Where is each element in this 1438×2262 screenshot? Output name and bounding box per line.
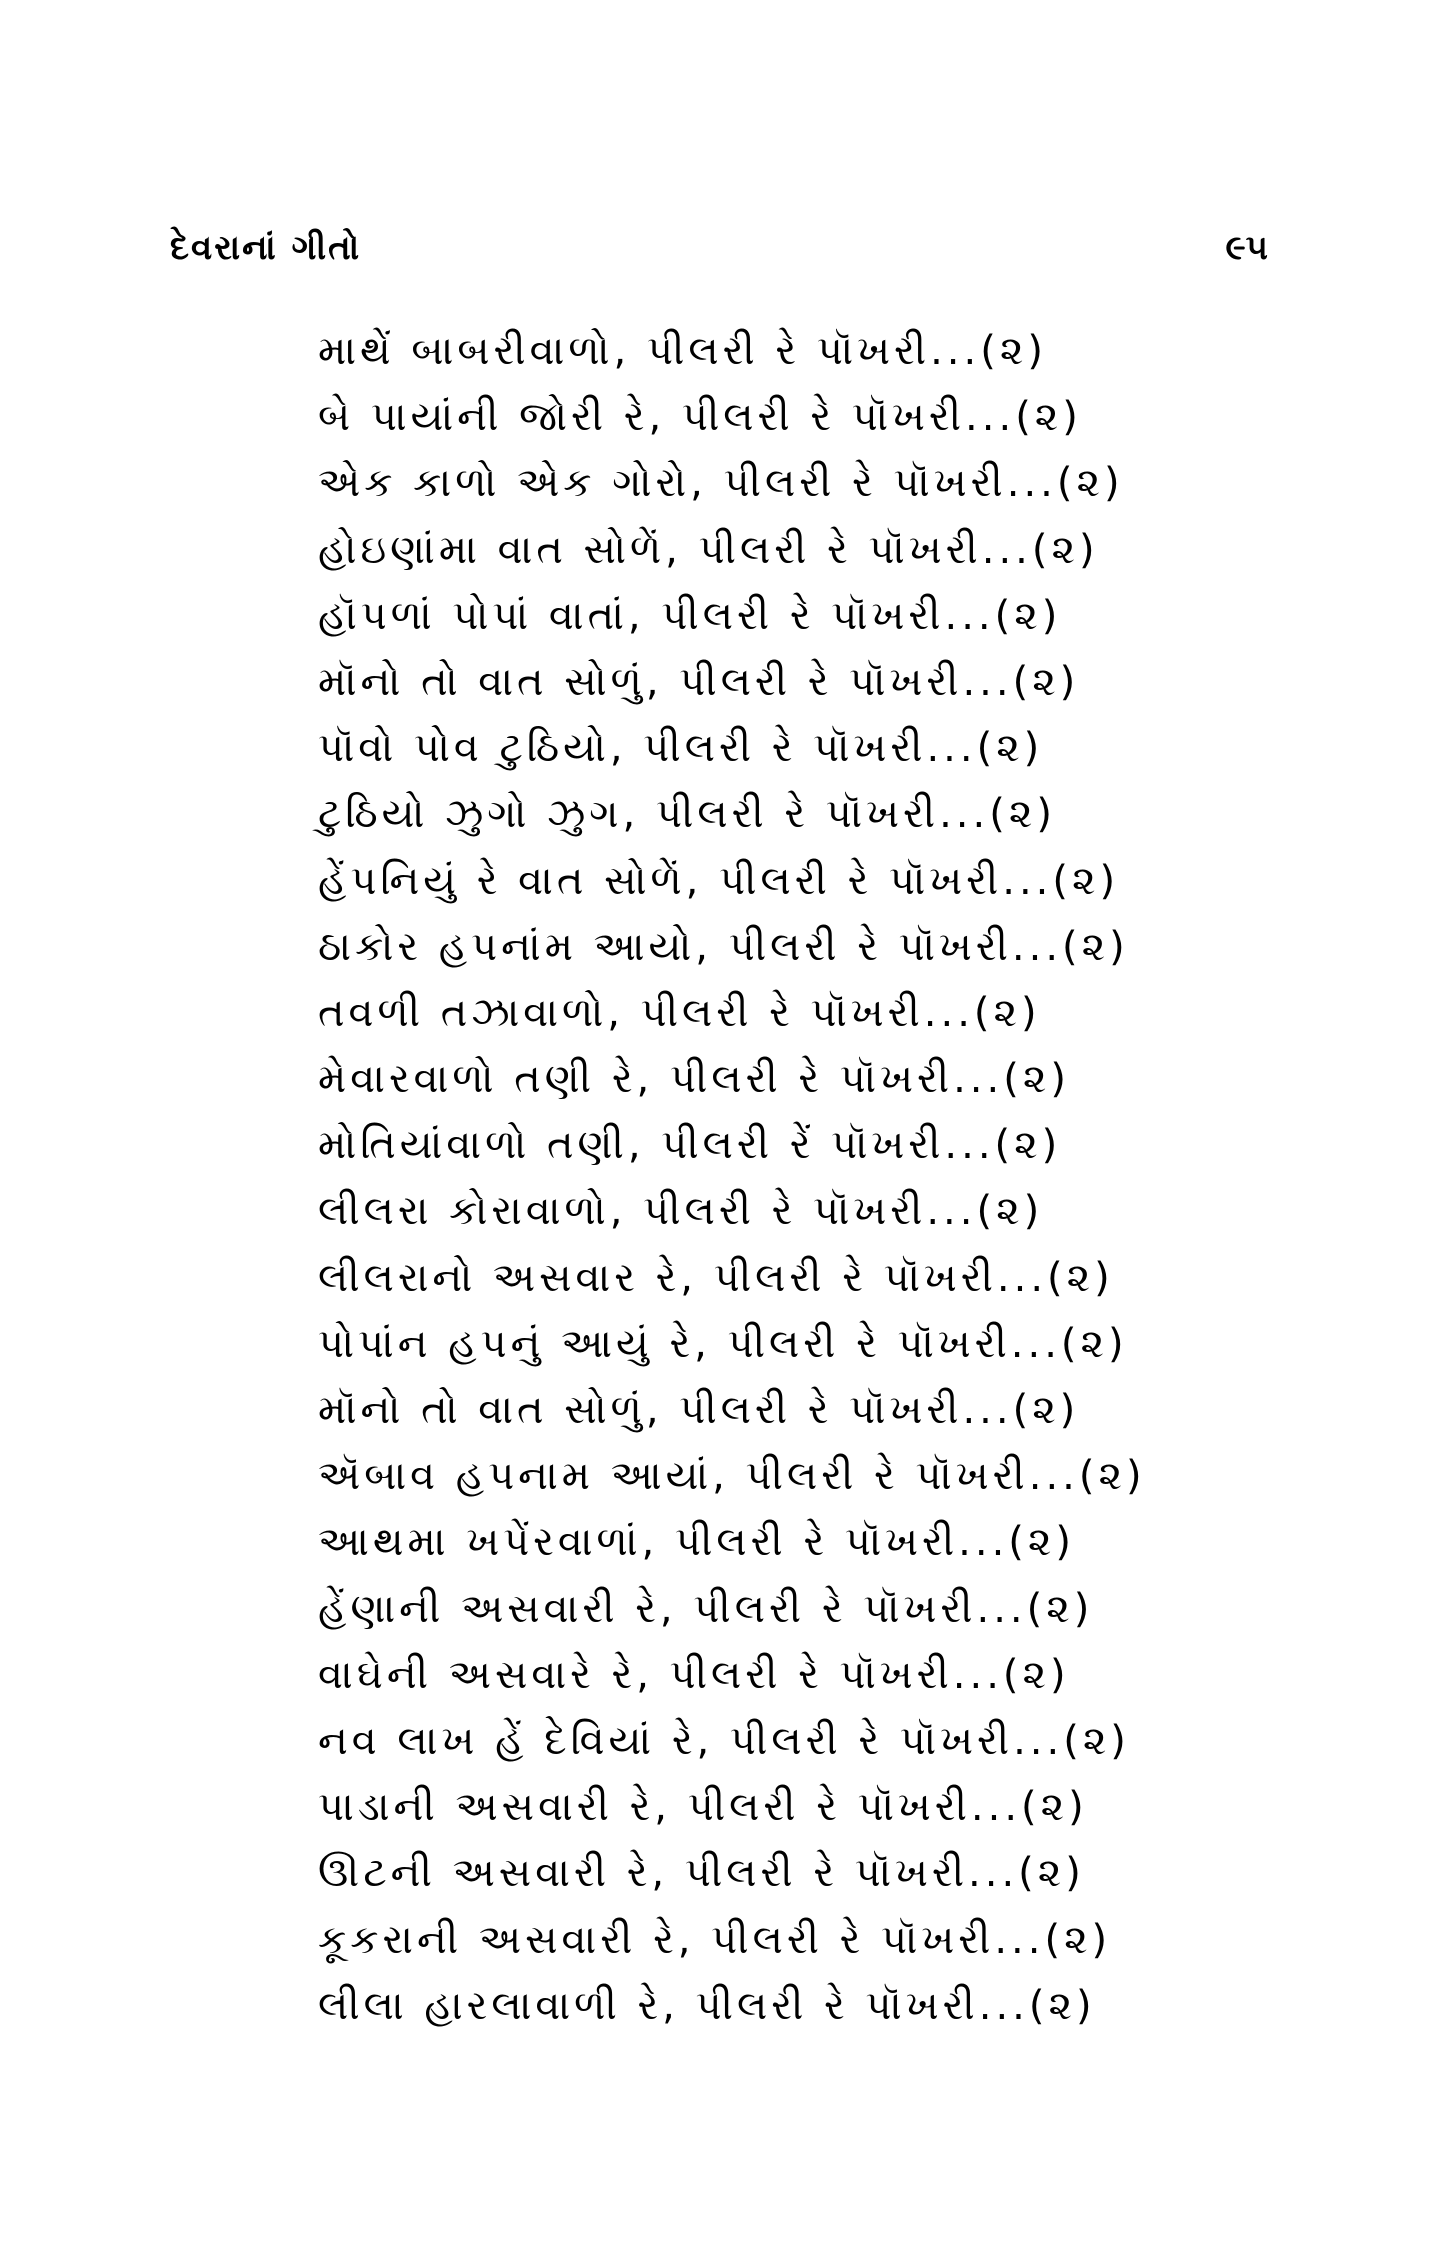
verse-line: ઠાકોર હપનાંમ આયો, પીલરી રે પૉખરી...(૨) — [318, 923, 1129, 970]
running-head-title: દેવરાનાં ગીતો — [170, 228, 362, 268]
verse-line: પોપાંન હપનું આયું રે, પીલરી રે પૉખરી...(૨) — [318, 1320, 1128, 1367]
verse-line: મૉનો તો વાત સોળું, પીલરી રે પૉખરી...(૨) — [318, 658, 1080, 705]
verse-line: નવ લાખ હેં દેવિયાં રે, પીલરી રે પૉખરી...(૨) — [318, 1717, 1130, 1764]
verse-line: વાઘેની અસવારે રે, પીલરી રે પૉખરી...(૨) — [318, 1651, 1070, 1698]
verse-line: એક કાળો એક ગોરો, પીલરી રે પૉખરી...(૨) — [318, 460, 1124, 507]
verse-line: લીલરાનો અસવાર રે, પીલરી રે પૉખરી...(૨) — [318, 1254, 1114, 1301]
verse-line: કૂકરાની અસવારી રે, પીલરી રે પૉખરી...(૨) — [318, 1916, 1112, 1963]
verse-line: તવળી તઝાવાળો, પીલરી રે પૉખરી...(૨) — [318, 989, 1041, 1036]
verse-line: લીલરા કોરાવાળો, પીલરી રે પૉખરી...(૨) — [318, 1188, 1044, 1235]
verse-line: પાડાની અસવારી રે, પીલરી રે પૉખરી...(૨) — [318, 1784, 1088, 1831]
verse-line: ઊટની અસવારી રે, પીલરી રે પૉખરી...(૨) — [318, 1850, 1085, 1897]
verse-line: આથમા ખપેંરવાળાં, પીલરી રે પૉખરી...(૨) — [318, 1519, 1075, 1566]
verse-line: પૉવો પોવ ટુઠિયો, પીલરી રે પૉખરી...(૨) — [318, 725, 1044, 772]
verse-line: માથેં બાબરીવાળો, પીલરી રે પૉખરી...(૨) — [318, 328, 1047, 374]
verse-line: હોઇણાંમા વાત સોળેં, પીલરી રે પૉખરી...(૨) — [318, 526, 1099, 573]
verse-line: બે પાયાંની જોરી રે, પીલરી રે પૉખરી...(૨) — [318, 394, 1082, 441]
song-verse — [318, 318, 1278, 2039]
verse-line: હેંપનિયું રે વાત સોળેં, પીલરી રે પૉખરી...(૨) — [318, 857, 1120, 904]
verse-line: મોતિયાંવાળો તણી, પીલરી રેં પૉખરી...(૨) — [318, 1122, 1062, 1169]
verse-line: ટુઠિયો ઝુગો ઝુગ, પીલરી રે પૉખરી...(૨) — [318, 791, 1056, 838]
verse-line: મેવારવાળો તણી રે, પીલરી રે પૉખરી...(૨) — [318, 1056, 1070, 1103]
page-number: ૯૫ — [1225, 228, 1268, 268]
verse-line: મૉનો તો વાત સોળું, પીલરી રે પૉખરી...(૨) — [318, 1387, 1080, 1433]
verse-line: લીલા હારલાવાળી રે, પીલરી રે પૉખરી...(૨) — [318, 1982, 1096, 2029]
verse-line: હેંણાની અસવારી રે, પીલરી રે પૉખરી...(૨) — [318, 1585, 1094, 1632]
verse-line: હૉપળાં પોપાં વાતાં, પીલરી રે પૉખરી...(૨) — [318, 592, 1062, 639]
verse-line: ઍબાવ હપનામ આયાં, પીલરી રે પૉખરી...(૨) — [318, 1453, 1146, 1500]
